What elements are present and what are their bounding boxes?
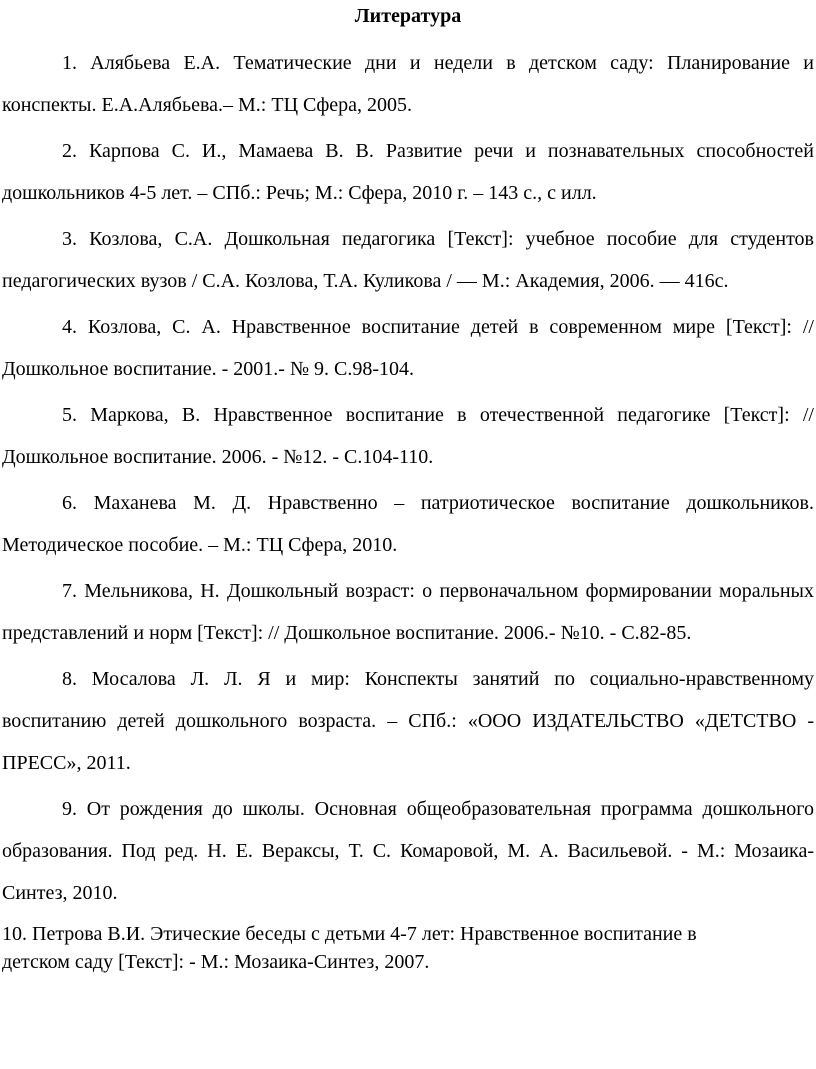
reference-item-8: 8. Мосалова Л. Л. Я и мир: Конспекты занятий по социально-нравственному воспитанию детей дошкольного возраста. – СПб.: «ООО ИЗДАТЕЛЬСТВО «ДЕТСТВО - ПРЕСС», 2011. (2, 668, 814, 774)
reference-item-2: 2. Карпова С. И., Мамаева В. В. Развитие речи и познавательных способностей дошкольников 4-5 лет. – СПб.: Речь; М.: Сфера, 2010 г. – 143 с., с илл. (2, 140, 814, 204)
reference-item-4: 4. Козлова, С. А. Нравственное воспитание детей в современном мире [Текст]: // Дошкольное воспитание. - 2001.- № 9. С.98-104. (2, 316, 814, 380)
reference-item-3: 3. Козлова, С.А. Дошкольная педагогика [Текст]: учебное пособие для студентов педагогических вузов / С.А. Козлова, Т.А. Куликова / ― М.: Академия, 2006. ― 416с. (2, 228, 814, 292)
reference-item-9: 9. От рождения до школы. Основная общеобразовательная программа дошкольного образования. Под ред. Н. Е. Вераксы, Т. С. Комаровой, М. А. Васильевой. - М.: Мозаика-Синтез, 2010. (2, 798, 814, 904)
reference-list (2, 42, 814, 976)
reference-item-5: 5. Маркова, В. Нравственное воспитание в отечественной педагогике [Текст]: // Дошкольное воспитание. 2006. - №12. - С.104-110. (2, 404, 814, 468)
reference-item-7: 7. Мельникова, Н. Дошкольный возраст: о первоначальном формировании моральных представлений и норм [Текст]: // Дошкольное воспитание. 2006.- №10. - С.82-85. (2, 580, 814, 644)
reference-item-1: 1. Алябьева Е.А. Тематические дни и недели в детском саду: Планирование и конспекты. Е.А.Алябьева.– М.: ТЦ Сфера, 2005. (2, 52, 814, 116)
reference-item-6: 6. Маханева М. Д. Нравственно – патриотическое воспитание дошкольников. Методическое пособие. – М.: ТЦ Сфера, 2010. (2, 492, 814, 556)
page-title: Литература (354, 5, 462, 27)
reference-item-10: 10. Петрова В.И. Этические беседы с детьми 4-7 лет: Нравственное воспитание в детском саду [Текст]: - М.: Мозаика-Синтез, 2007. (2, 923, 697, 973)
